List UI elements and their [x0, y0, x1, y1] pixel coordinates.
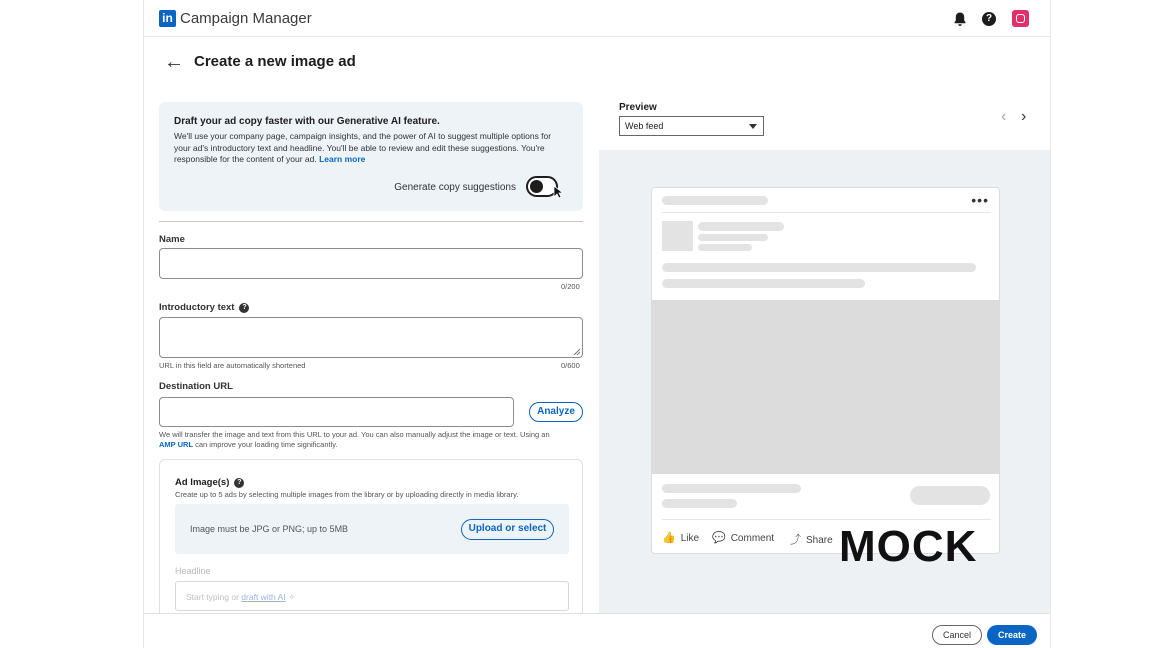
ai-card-body — [174, 131, 564, 166]
campaign-manager-window — [143, 0, 1051, 648]
comment-icon: 💬 — [712, 532, 726, 544]
amp-url-link[interactable]: AMP URL — [159, 440, 194, 449]
bell-icon[interactable] — [952, 11, 968, 27]
question-icon[interactable]: ? — [239, 303, 249, 313]
page-title: Create a new image ad — [194, 53, 356, 70]
ai-card-title: Draft your ad copy faster with our Generative AI feature. — [174, 116, 440, 127]
generative-ai-card — [159, 102, 583, 211]
previous-preview-icon[interactable]: ‹ — [1001, 108, 1007, 125]
generate-copy-label: Generate copy suggestions — [394, 182, 516, 193]
ad-images-card — [159, 459, 583, 629]
skeleton-line — [662, 279, 865, 288]
destination-help-text — [159, 430, 583, 450]
intro-text-note: URL in this field are automatically shortened — [159, 361, 306, 370]
mock-watermark: MOCK — [839, 522, 978, 571]
skeleton-line — [662, 499, 737, 508]
headline-placeholder-text: Start typing or — [186, 592, 239, 602]
resize-handle-icon[interactable] — [573, 348, 580, 355]
headline-label: Headline — [175, 566, 211, 576]
ad-image-placeholder — [652, 300, 999, 474]
name-label: Name — [159, 234, 185, 245]
destination-url-label: Destination URL — [159, 381, 233, 392]
preview-label: Preview — [619, 102, 657, 113]
upload-hint: Image must be JPG or PNG; up to 5MB — [190, 524, 349, 534]
next-preview-icon[interactable]: › — [1021, 108, 1027, 125]
post-divider — [662, 212, 991, 213]
dest-help-before: We will transfer the image and text from this URL to your ad. You can also manually adjust the image or text. Using an — [159, 430, 550, 439]
share-icon: ⤴ — [790, 534, 801, 546]
account-icon[interactable] — [1012, 10, 1029, 27]
intro-text-counter: 0/600 — [561, 361, 580, 370]
preview-area — [599, 150, 1051, 613]
linkedin-logo[interactable]: in — [159, 10, 176, 27]
preview-format-value: Web feed — [625, 121, 664, 131]
intro-text-label — [159, 302, 249, 313]
skeleton-button — [910, 486, 990, 505]
skeleton-line — [698, 234, 768, 241]
ai-card-text: We'll use your company page, campaign insights, and the power of AI to suggest multiple options for your ad's introductory text and headline. You'll be able to review and edit these suggestions. You're responsible for the content of your ad. — [174, 131, 552, 164]
comment-action[interactable] — [712, 531, 774, 544]
headline-input[interactable] — [175, 581, 569, 611]
skeleton-line — [698, 244, 752, 251]
ad-images-label-text: Ad Image(s) — [175, 477, 230, 488]
intro-text-input[interactable] — [159, 317, 583, 358]
skeleton-line — [662, 196, 768, 205]
preview-format-select[interactable] — [619, 116, 764, 136]
divider — [159, 221, 583, 222]
like-label: Like — [680, 533, 700, 544]
caret-down-icon — [749, 124, 757, 129]
back-arrow-icon[interactable]: ← — [164, 51, 184, 73]
more-options-icon[interactable]: ••• — [971, 192, 989, 208]
analyze-button[interactable]: Analyze — [529, 402, 583, 422]
skeleton-line — [662, 484, 801, 493]
cancel-button[interactable]: Cancel — [932, 625, 982, 645]
help-icon[interactable]: ? — [982, 12, 996, 26]
dest-help-after: can improve your loading time significantly. — [195, 440, 338, 449]
comment-label: Comment — [730, 533, 775, 544]
share-action[interactable] — [790, 531, 833, 547]
upload-area — [175, 504, 569, 554]
like-icon: 👍 — [662, 532, 676, 544]
skeleton-avatar — [662, 221, 693, 251]
mouse-cursor-icon — [553, 185, 563, 199]
upload-or-select-button[interactable]: Upload or select — [461, 519, 554, 540]
post-divider — [662, 519, 991, 520]
sparkle-icon: ✧ — [288, 592, 296, 602]
app-title: Campaign Manager — [180, 10, 312, 27]
draft-with-ai-link[interactable]: draft with AI — [241, 592, 286, 602]
like-action[interactable] — [662, 531, 699, 544]
skeleton-line — [662, 263, 976, 272]
ad-images-label — [175, 477, 244, 488]
destination-url-input[interactable] — [159, 397, 514, 427]
footer-bar — [144, 613, 1051, 648]
name-counter: 0/200 — [561, 282, 580, 291]
share-label: Share — [806, 535, 833, 546]
intro-text-label-text: Introductory text — [159, 302, 235, 313]
skeleton-line — [698, 222, 784, 231]
name-input[interactable] — [159, 248, 583, 279]
ad-images-subtitle: Create up to 5 ads by selecting multiple images from the library or by uploading directly in media library. — [175, 490, 519, 499]
create-button[interactable]: Create — [987, 625, 1037, 645]
top-bar — [144, 0, 1051, 37]
learn-more-link[interactable]: Learn more — [319, 154, 366, 164]
question-icon[interactable]: ? — [234, 478, 244, 488]
headline-placeholder — [186, 592, 295, 603]
ad-preview-card — [651, 187, 1000, 554]
